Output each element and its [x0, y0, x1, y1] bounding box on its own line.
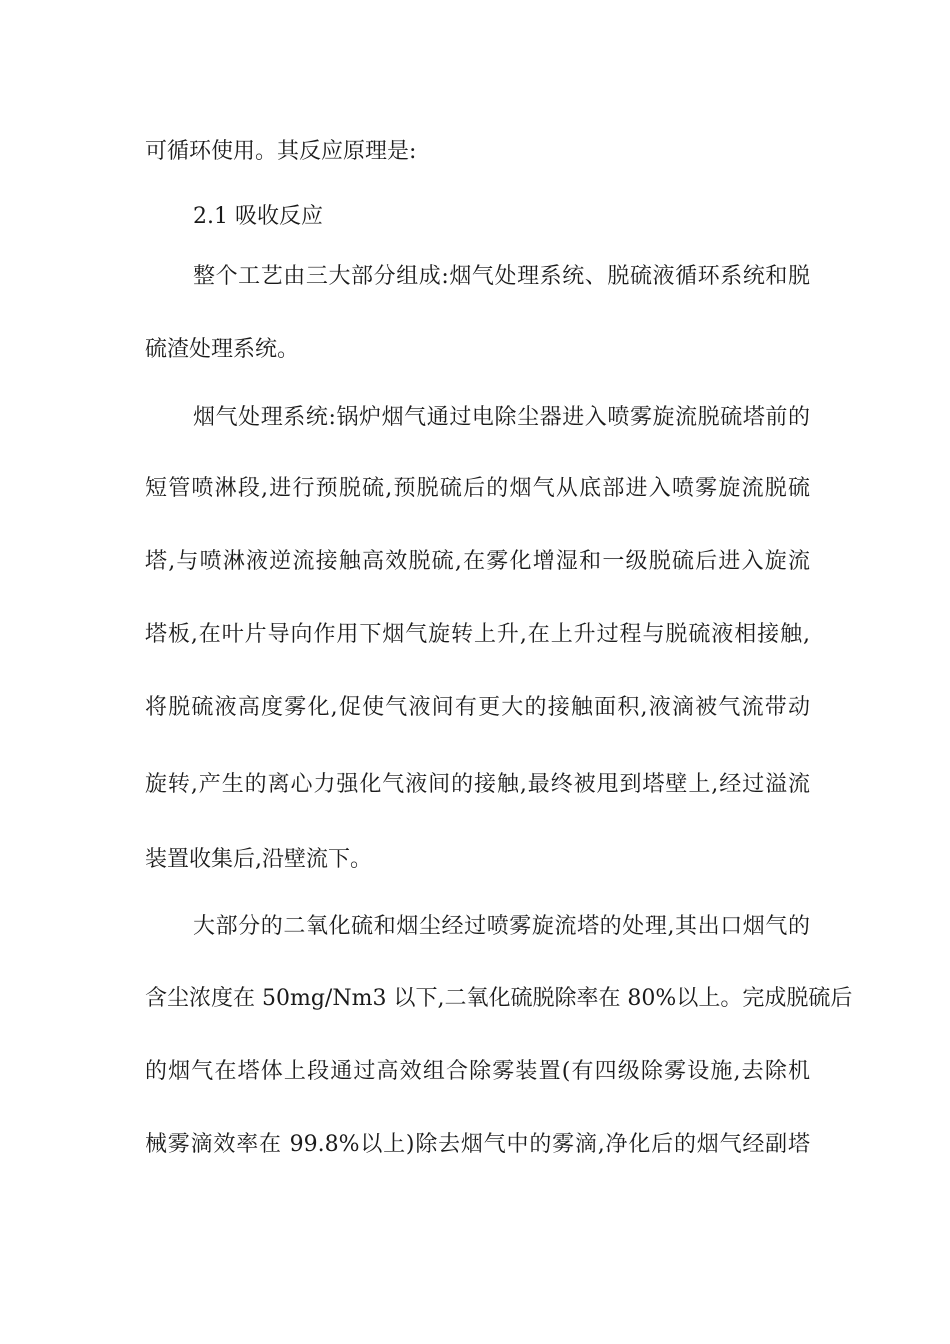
text-line: 硫渣处理系统。 [145, 337, 300, 362]
text-line: 大部分的二氧化硫和烟尘经过喷雾旋流塔的处理,其出口烟气的 [193, 914, 810, 939]
section-heading: 2.1 吸收反应 [193, 204, 323, 229]
text-line: 旋转,产生的离心力强化气液间的接触,最终被甩到塔壁上,经过溢流 [145, 772, 810, 797]
text-line: 整个工艺由三大部分组成:烟气处理系统、脱硫液循环系统和脱 [193, 264, 810, 289]
text-line: 塔板,在叶片导向作用下烟气旋转上升,在上升过程与脱硫液相接触, [145, 622, 810, 647]
text-line: 将脱硫液高度雾化,促使气液间有更大的接触面积,液滴被气流带动 [145, 695, 810, 720]
text-line: 烟气处理系统:锅炉烟气通过电除尘器进入喷雾旋流脱硫塔前的 [193, 405, 810, 430]
text-line: 械雾滴效率在 99.8%以上)除去烟气中的雾滴,净化后的烟气经副塔 [145, 1132, 810, 1157]
text-line: 可循环使用。其反应原理是: [145, 139, 417, 164]
text-line: 塔,与喷淋液逆流接触高效脱硫,在雾化增湿和一级脱硫后进入旋流 [145, 549, 810, 574]
text-line: 的烟气在塔体上段通过高效组合除雾装置(有四级除雾设施,去除机 [145, 1059, 810, 1084]
text-line: 含尘浓度在 50mg/Nm3 以下,二氧化硫脱除率在 80%以上。完成脱硫后 [145, 986, 853, 1011]
text-line: 装置收集后,沿壁流下。 [145, 847, 372, 872]
text-line: 短管喷淋段,进行预脱硫,预脱硫后的烟气从底部进入喷雾旋流脱硫 [145, 476, 810, 501]
